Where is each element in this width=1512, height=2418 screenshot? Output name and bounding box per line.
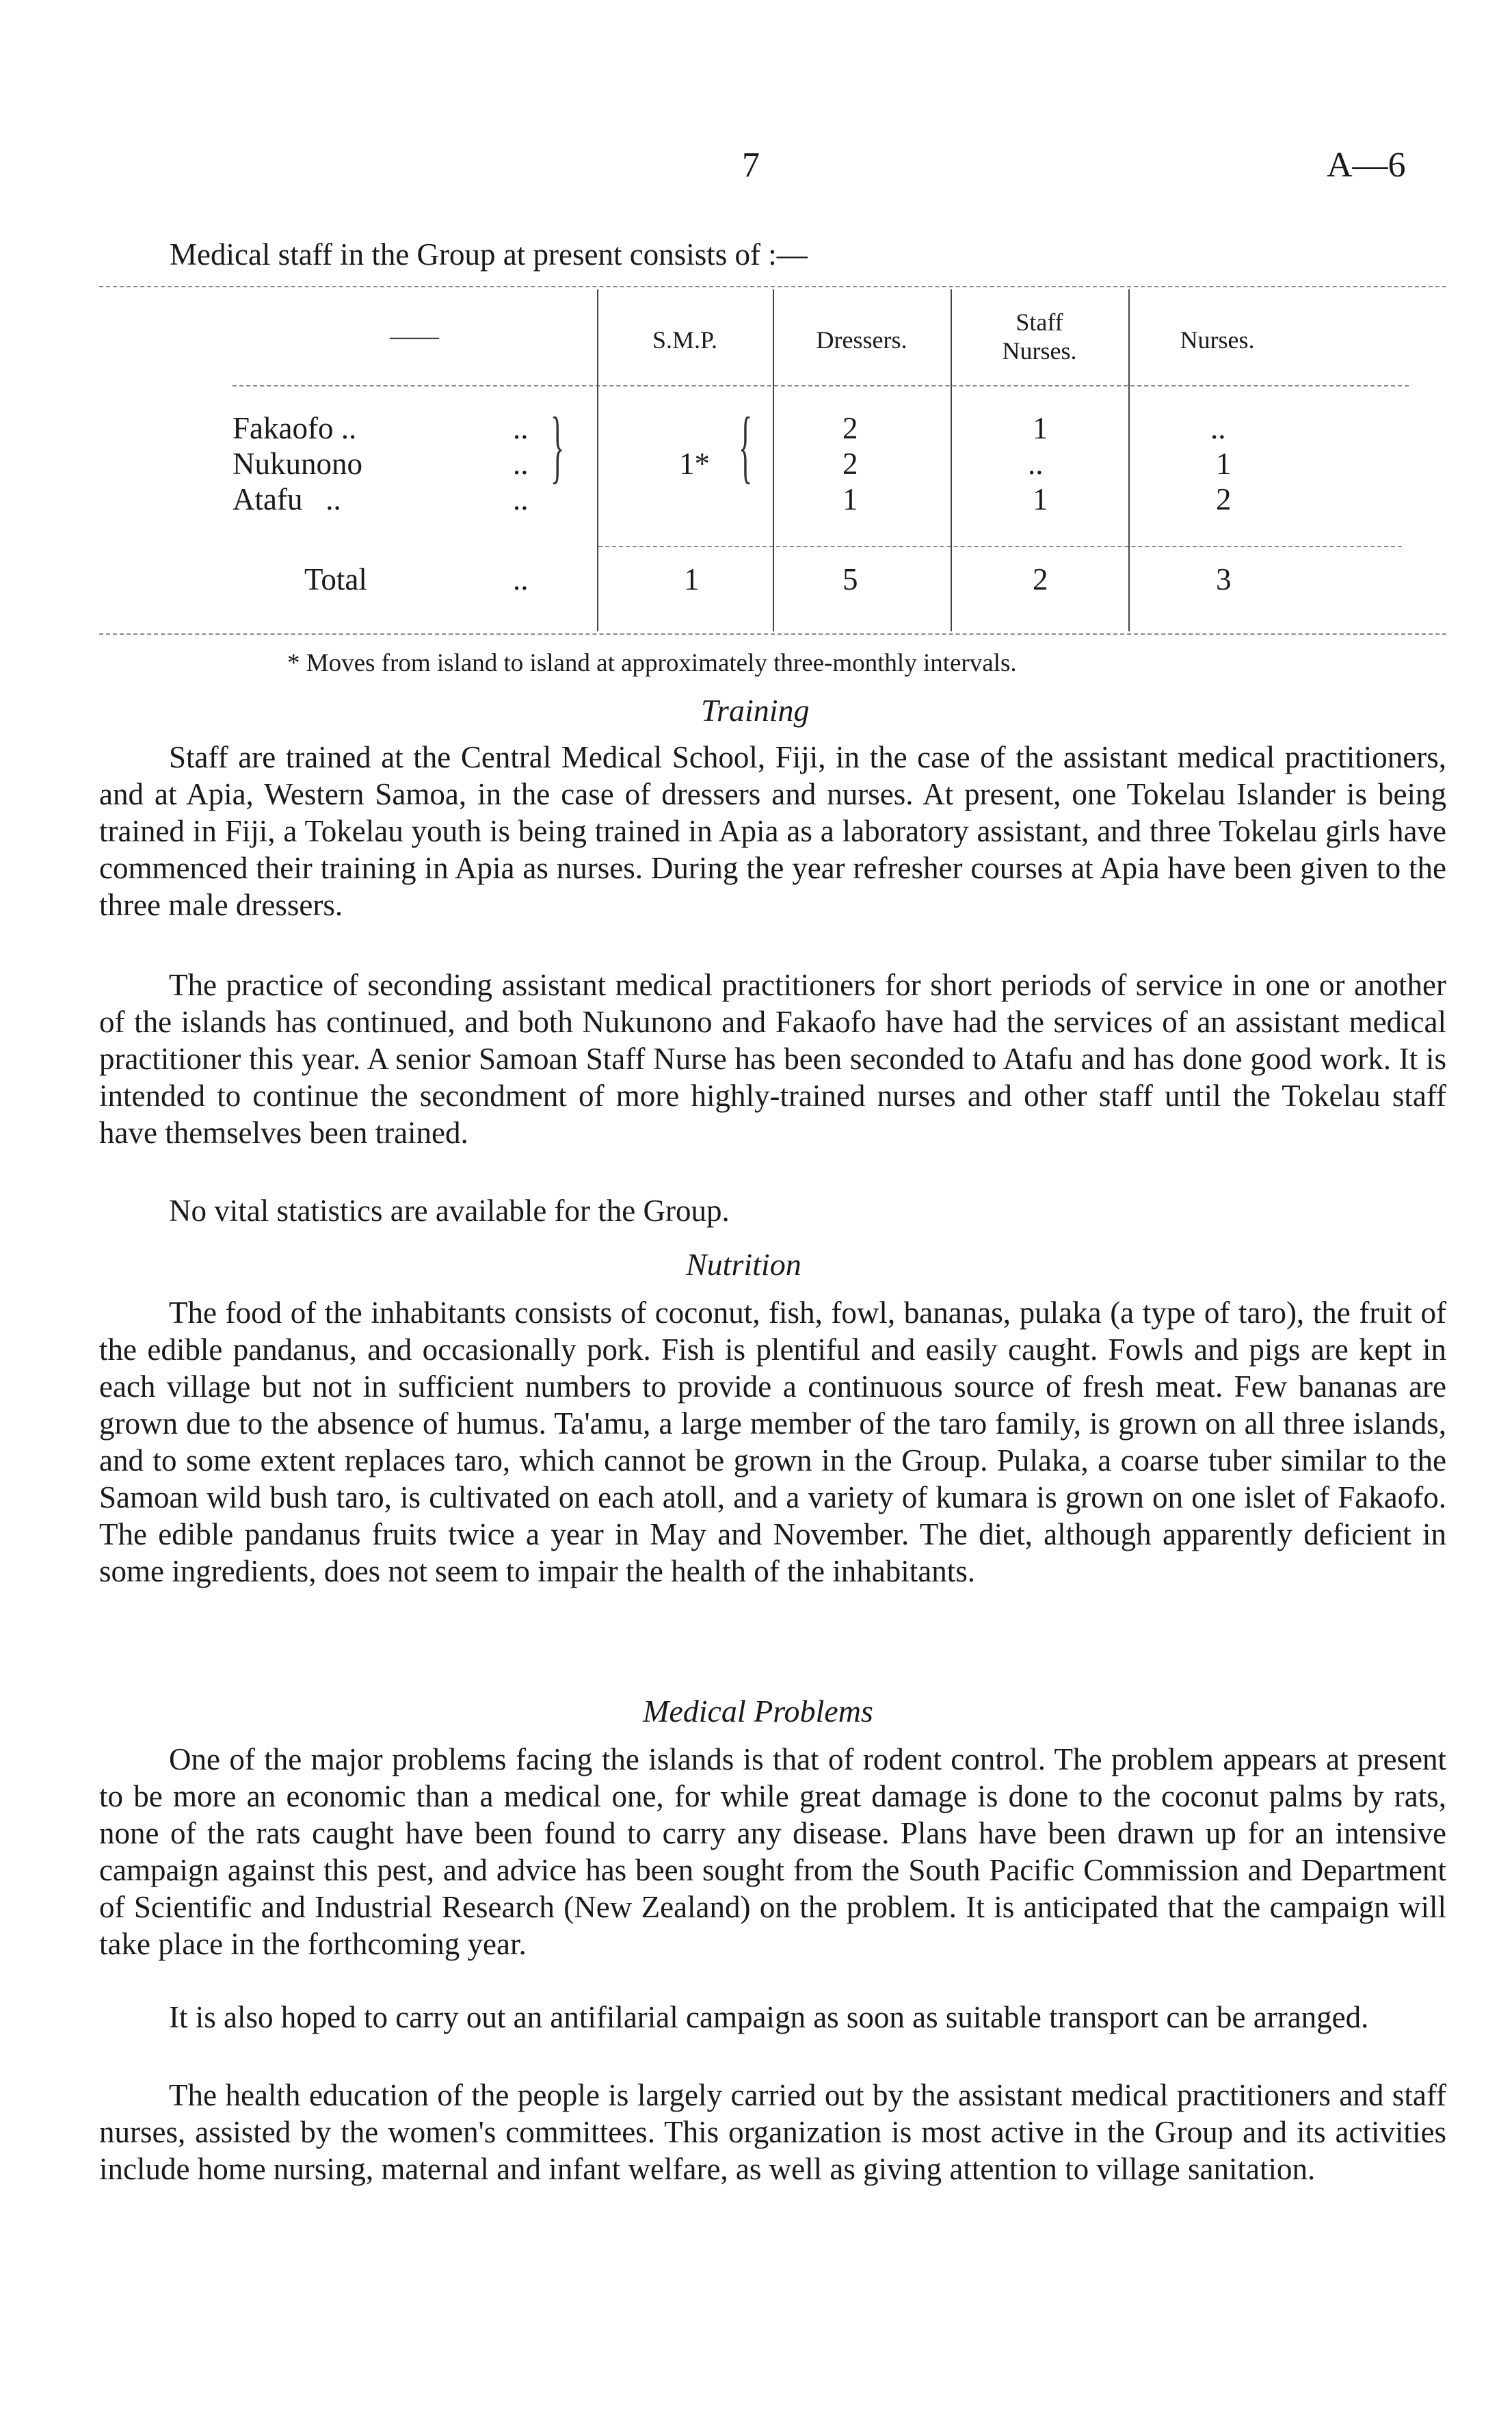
- heading-medical-problems: Medical Problems: [643, 1694, 873, 1729]
- smp-value: 1*: [679, 447, 710, 481]
- row-leader: ..: [513, 411, 529, 445]
- col-header-smp: S.M.P.: [652, 326, 718, 354]
- right-brace: }: [551, 400, 565, 491]
- col-header-dressers: Dressers.: [816, 326, 907, 354]
- paragraph: Staff are trained at the Central Medical School, Fiji, in the case of the assistant medical practitioners, and at Apia, Western Samoa, in the case of dressers and nurses. At present, one Tokelau Islander is being trained in Fiji, a Tokelau youth is being trained in Apia as a laboratory assistant, and three Tokelau girls have commenced their training in Apia as nurses. During the year refresher courses at Apia have been given to the three male dressers.: [99, 740, 1446, 922]
- heading-training: Training: [701, 693, 810, 728]
- paragraph: The food of the inhabitants consists of coconut, fish, fowl, bananas, pulaka (a type of taro), the fruit of the edible pandanus, and occasionally pork. Fish is plentiful and easily caught. Fowls and pigs are kept in each village but not in sufficient numbers to provide a continuous source of fresh meat. Few bananas are grown due to the absence of humus. Ta'amu, a large member of the taro family, is grown on all three islands, and to some extent replaces taro, which cannot be grown in the Group. Pulaka, a coarse tuber similar to the Samoan wild bush taro, is cultivated on each atoll, and a variety of kumara is grown on one islet of Fakaofo. The edible pandanus fruits twice a year in May and November. The diet, although apparently deficient in some ingredients, does not seem to impair the health of the inhabitants.: [99, 1296, 1446, 1588]
- paragraph: No vital statistics are available for the Group.: [169, 1194, 730, 1228]
- left-brace: {: [739, 400, 753, 491]
- total-smp: 1: [684, 562, 700, 596]
- total-dressers: 5: [843, 562, 858, 596]
- row-name-atafu: Atafu ..: [233, 482, 341, 516]
- total-label: Total: [304, 562, 367, 596]
- table-footnote: * Moves from island to island at approximately three-monthly intervals.: [287, 649, 1017, 677]
- dressers-fakaofo: 2: [843, 411, 858, 445]
- nurses-atafu: 2: [1216, 482, 1232, 516]
- col-header-staff-nurses-line2: Nurses.: [1002, 337, 1077, 365]
- row-leader: ..: [513, 447, 529, 481]
- table-corner-dash: ——: [390, 322, 439, 350]
- row-name-nukunono: Nukunono: [233, 447, 362, 481]
- heading-nutrition: Nutrition: [686, 1247, 801, 1282]
- intro-line: Medical staff in the Group at present consists of :—: [170, 237, 808, 272]
- paragraph: The practice of seconding assistant medical practitioners for short periods of service in one or another of the islands has continued, and both Nukunono and Fakaofo have had the services of an assistant medical practitioner this year. A senior Samoan Staff Nurse has been seconded to Atafu and has done good work. It is intended to continue the secondment of more highly-trained nurses and other staff until the Tokelau staff have themselves been trained.: [99, 968, 1446, 1150]
- paragraph: The health education of the people is largely carried out by the assistant medical practitioners and staff nurses, assisted by the women's committees. This organization is most active in the Group and its activities include home nursing, maternal and infant welfare, as well as giving attention to village sanitation.: [99, 2078, 1446, 2186]
- nurses-fakaofo: ..: [1210, 411, 1226, 445]
- col-header-staff-nurses-line1: Staff: [1016, 308, 1063, 336]
- page-number: 7: [742, 146, 760, 185]
- row-name-fakaofo: Fakaofo ..: [233, 411, 357, 445]
- row-leader: ..: [513, 482, 529, 516]
- paragraph: One of the major problems facing the islands is that of rodent control. The problem appears at present to be more an economic than a medical one, for while great damage is done to the coconut palms by rats, none of the rats caught have been found to carry any disease. Plans have been drawn up for an intensive campaign against this pest, and advice has been sought from the South Pacific Commission and Department of Scientific and Industrial Research (New Zealand) on the problem. It is anticipated that the campaign will take place in the forthcoming year.: [99, 1742, 1446, 1961]
- staff-table: [99, 286, 1446, 635]
- paragraph: It is also hoped to carry out an antifilarial campaign as soon as suitable transport can be arranged.: [169, 2000, 1369, 2034]
- document-reference: A—6: [1327, 146, 1406, 185]
- total-nurses: 3: [1216, 562, 1232, 596]
- col-header-staff-nurses: [951, 308, 1128, 365]
- staff-nurses-fakaofo: 1: [1033, 411, 1048, 445]
- total-staff-nurses: 2: [1033, 562, 1048, 596]
- row-leader: ..: [513, 562, 529, 596]
- staff-nurses-atafu: 1: [1033, 482, 1048, 516]
- dressers-nukunono: 2: [843, 447, 858, 481]
- col-header-nurses: Nurses.: [1180, 326, 1255, 354]
- nurses-nukunono: 1: [1216, 447, 1232, 481]
- dressers-atafu: 1: [843, 482, 858, 516]
- staff-nurses-nukunono: ..: [1028, 447, 1044, 481]
